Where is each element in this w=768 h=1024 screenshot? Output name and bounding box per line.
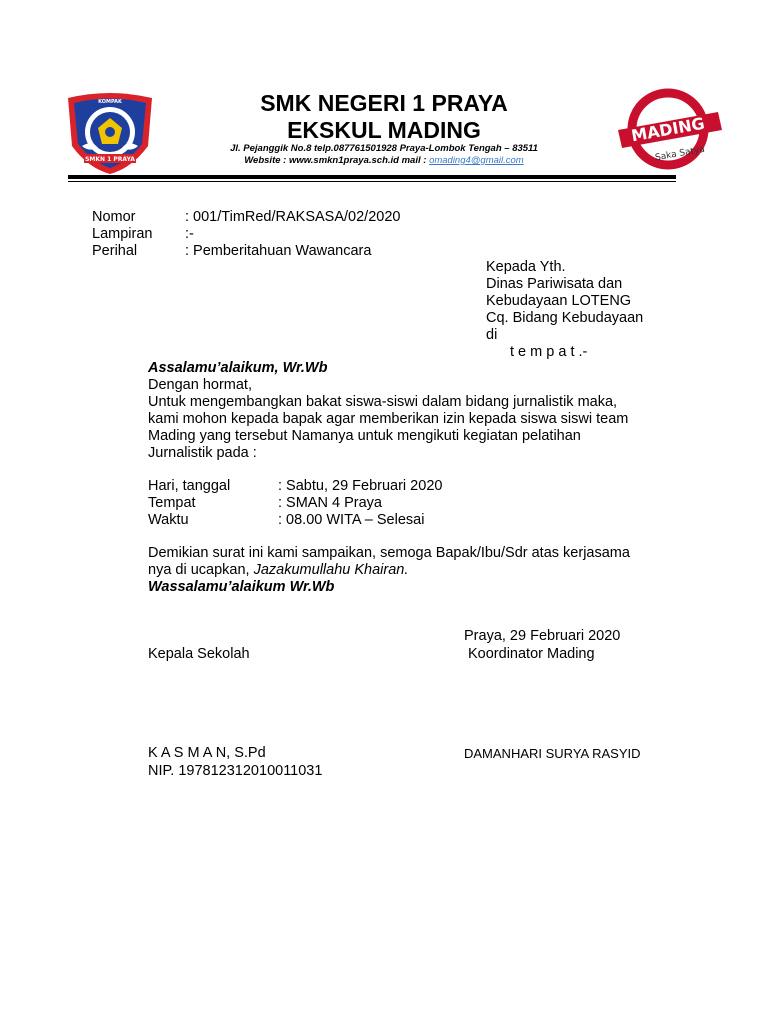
detail-place-label: Tempat: [148, 495, 196, 511]
signatory-right-title: Koordinator Mading: [468, 646, 595, 662]
detail-place-value: : SMAN 4 Praya: [278, 495, 382, 511]
closing-prayer: Jazakumullahu Khairan.: [253, 562, 409, 578]
recipient-line: t e m p a t .-: [510, 344, 588, 360]
school-address: Jl. Pejanggik No.8 telp.087761501928 Praya-Lombok Tengah – 83511: [230, 143, 538, 154]
recipient-line: Kebudayaan LOTENG: [486, 293, 632, 309]
farewell: Wassalamu’alaikum Wr.Wb: [148, 579, 335, 595]
header-divider-thin: [68, 181, 676, 182]
meta-lampiran-label: Lampiran: [92, 226, 153, 242]
header-divider: [68, 175, 676, 179]
meta-lampiran-value: :-: [185, 226, 194, 242]
place-date: Praya, 29 Februari 2020: [464, 628, 621, 644]
signatory-left-name: K A S M A N, S.Pd: [148, 745, 266, 761]
detail-time-label: Waktu: [148, 512, 189, 528]
contact-line: [0, 155, 768, 167]
detail-time-value: : 08.00 WITA – Selesai: [278, 512, 425, 528]
opening: Dengan hormat,: [148, 377, 252, 393]
closing-line: Demikian surat ini kami sampaikan, semoga Bapak/Ibu/Sdr atas kerjasama: [148, 545, 630, 561]
recipient-line: di: [486, 327, 498, 343]
school-logo-bottom-text: SMKN 1 PRAYA: [85, 156, 135, 163]
body-paragraph-line: kami mohon kepada bapak agar memberikan izin kepada siswa siswi team: [148, 411, 629, 427]
meta-perihal-label: Perihal: [92, 243, 138, 259]
closing-text: nya di ucapkan,: [148, 562, 254, 578]
recipient-line: Dinas Pariwisata dan: [486, 276, 623, 292]
detail-date-label: Hari, tanggal: [148, 478, 231, 494]
closing-line: [148, 562, 408, 579]
recipient-line: Cq. Bidang Kebudayaan: [486, 310, 644, 326]
meta-perihal-value: : Pemberitahuan Wawancara: [185, 243, 372, 259]
mading-logo-subtext: Saka Satya: [654, 144, 706, 164]
signatory-right-name: DAMANHARI SURYA RASYID: [464, 746, 641, 761]
body-paragraph-line: Untuk mengembangkan bakat siswa-siswi dalam bidang jurnalistik maka,: [148, 394, 618, 410]
body-paragraph-line: Mading yang tersebut Namanya untuk mengikuti kegiatan pelatihan: [148, 428, 581, 444]
recipient-line: Kepada Yth.: [486, 259, 566, 275]
meta-nomor-label: Nomor: [92, 209, 136, 225]
mading-logo-text: MADING: [629, 113, 707, 146]
detail-date-value: : Sabtu, 29 Februari 2020: [278, 478, 443, 494]
signatory-left-nip: NIP. 197812312010011031: [148, 763, 323, 779]
meta-nomor-value: : 001/TimRed/RAKSASA/02/2020: [185, 209, 401, 225]
school-logo-top-text: KOMPAK: [98, 99, 122, 105]
email-link[interactable]: omading4@gmail.com: [429, 155, 524, 166]
body-paragraph-line: Jurnalistik pada :: [148, 445, 257, 461]
website-text: Website : www.smkn1praya.sch.id mail :: [244, 155, 430, 166]
unit-name: EKSKUL MADING: [287, 117, 481, 143]
greeting: Assalamu’alaikum, Wr.Wb: [148, 360, 328, 376]
school-name: SMK NEGERI 1 PRAYA: [260, 90, 508, 116]
signatory-left-title: Kepala Sekolah: [148, 646, 250, 662]
